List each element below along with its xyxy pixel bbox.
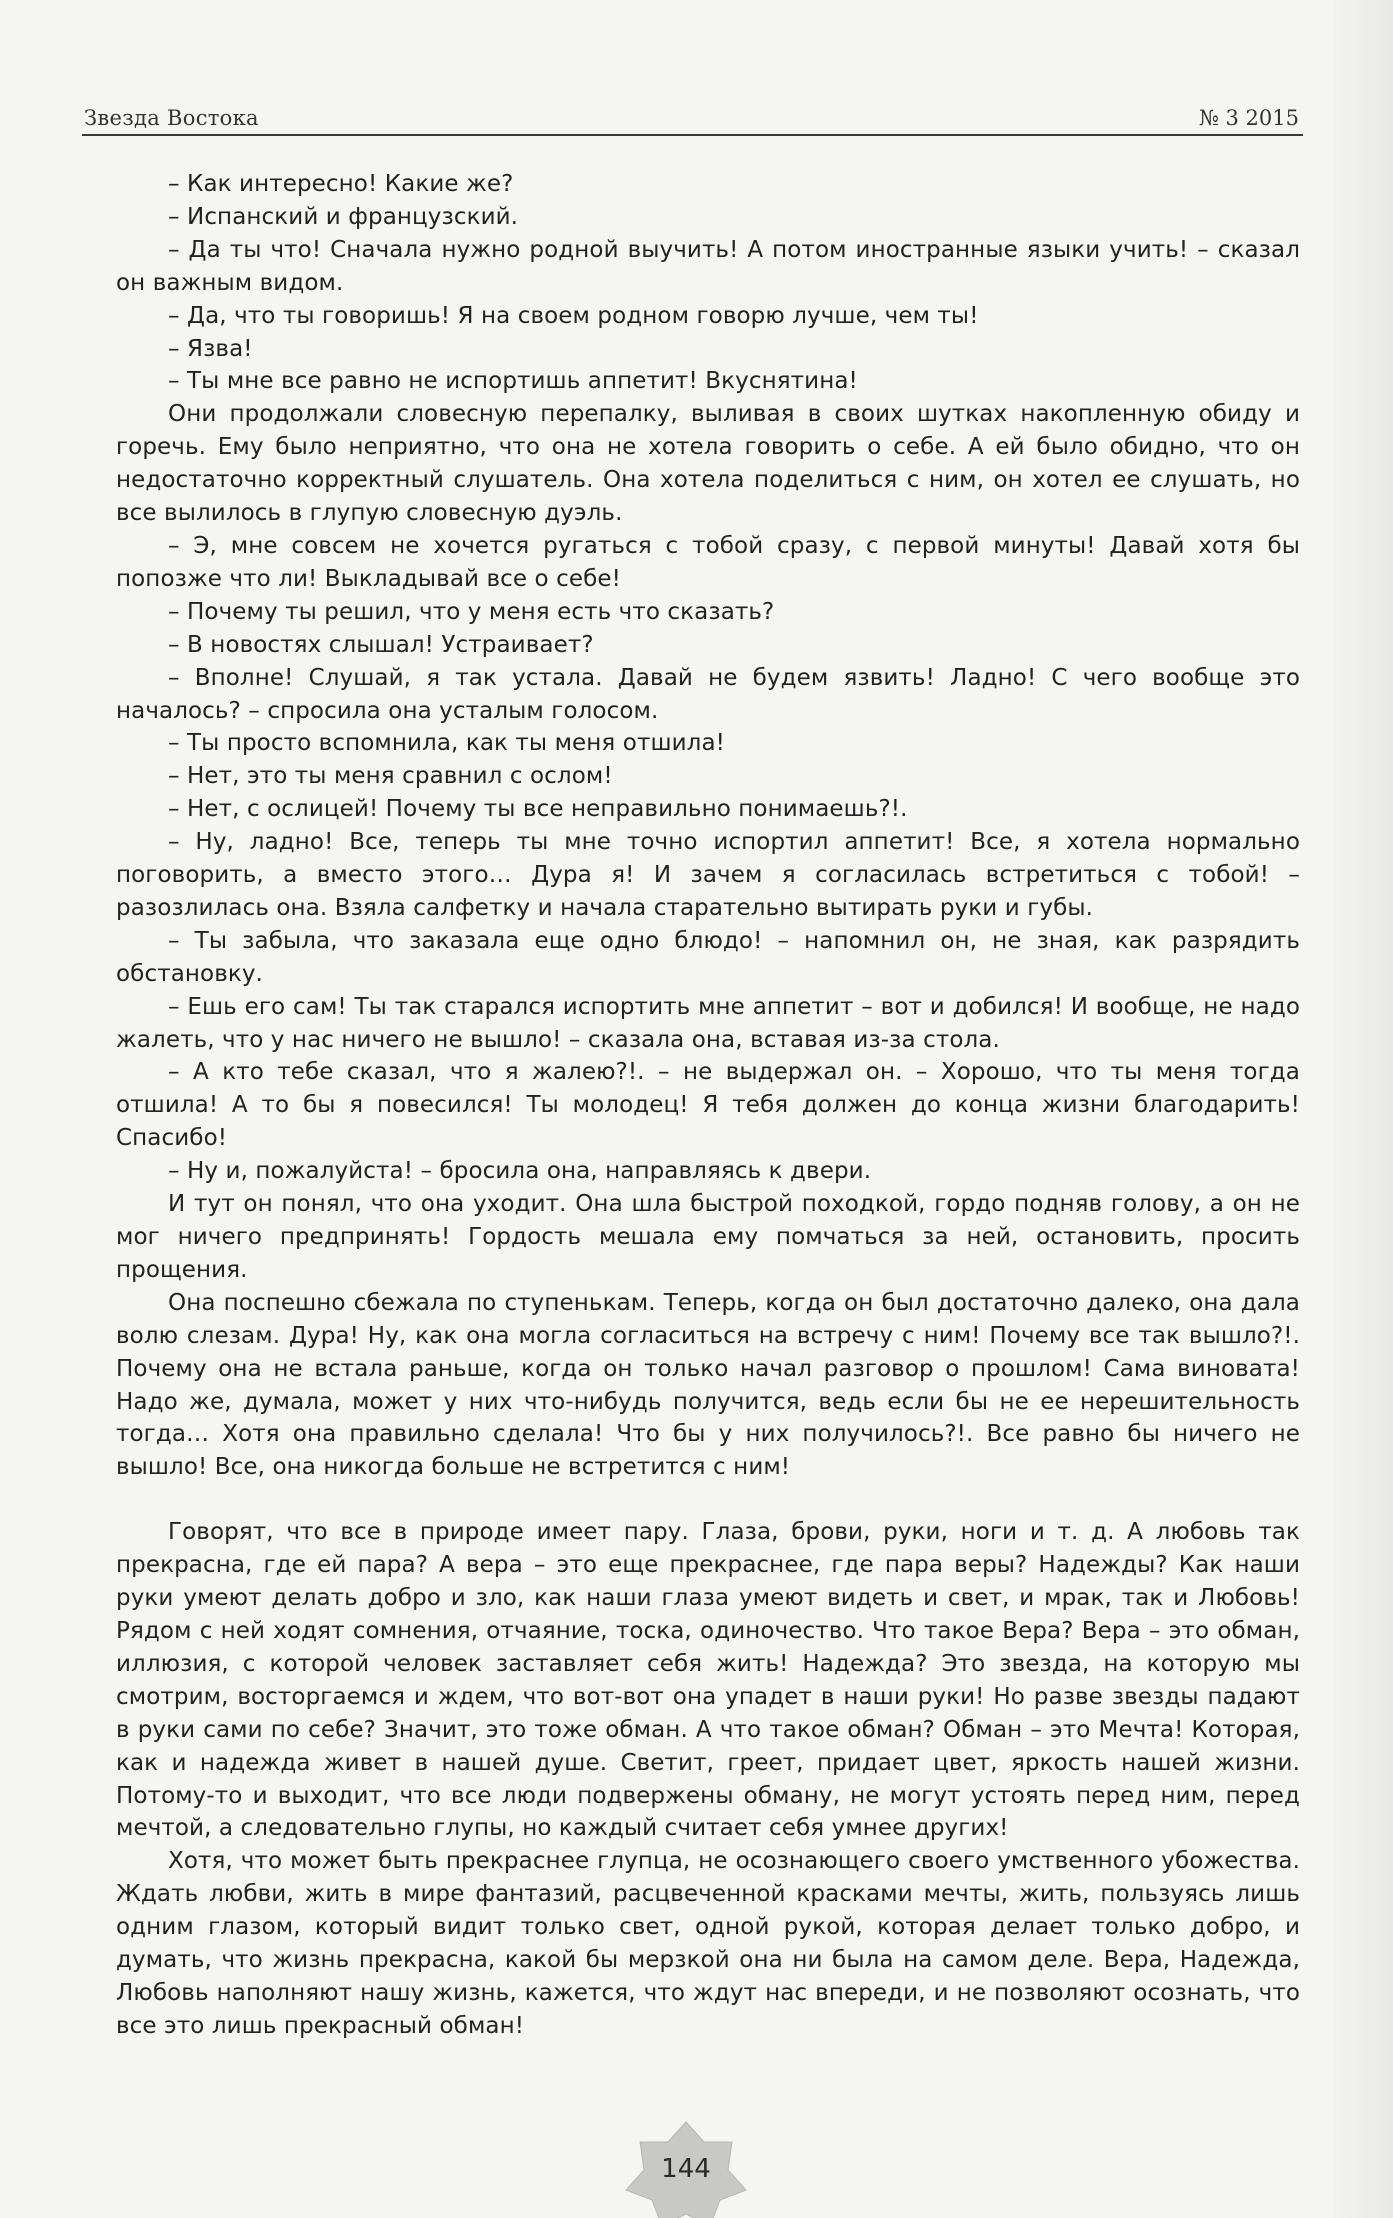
paragraph: И тут он понял, что она уходит. Она шла быстрой походкой, гордо подняв голову, а он не мог ничего предпринять! Гордость мешала ему помчаться за ней, остановить, просить прощения.	[116, 1191, 1300, 1283]
paragraph: – А кто тебе сказал, что я жалею?!. – не выдержал он. – Хорошо, что ты меня тогда отшила! А то бы я повесился! Ты молодец! Я тебя должен до конца жизни благодарить! Спасибо!	[116, 1059, 1300, 1152]
page-number: 144	[661, 2154, 711, 2184]
paragraph: Она поспешно сбежала по ступенькам. Теперь, когда он был достаточно далеко, она дала волю слезам. Дура! Ну, как она могла согласиться на встречу с ним! Почему все так вышло?!. Почему она не встала раньше, когда он только начал разговор о прошлом! Сама виновата! Надо же, думала, может у них что-нибудь получится, ведь если бы не ее нерешительность тогда… Хотя она правильно сделала! Что бы у них получилось?!. Все равно бы ничего не вышло! Все, она никогда больше не встретится с ним!	[116, 1289, 1300, 1481]
issue-number: № 3 2015	[1198, 106, 1299, 130]
paragraph: – Нет, с ослицей! Почему ты все неправильно понимаешь?!.	[168, 796, 908, 823]
paragraph: – Нет, это ты меня сравнил с ослом!	[168, 763, 613, 790]
paragraph: – Испанский и французский.	[168, 203, 519, 230]
paragraph: – Ну, ладно! Все, теперь ты мне точно испортил аппетит! Все, я хотела нормально поговорить, а вместо этого… Дура я! И зачем я согласилась встретиться с тобой! – разозлилась она. Взяла салфетку и начала старательно вытирать руки и губы.	[116, 829, 1300, 921]
article-body	[116, 168, 1300, 2043]
paragraph: – В новостях слышал! Устраивает?	[168, 631, 594, 658]
paragraph: – Э, мне совсем не хочется ругаться с тобой сразу, с первой минуты! Давай хотя бы попозже что ли! Выкладывай все о себе!	[116, 532, 1300, 592]
running-header	[82, 96, 1303, 136]
paragraph: Хотя, что может быть прекраснее глупца, не осознающего своего умственного убожества. Ждать любви, жить в мире фантазий, расцвеченной красками мечты, жить, пользуясь лишь одним глазом, который видит только свет, одной рукой, которая делает только добро, и думать, что жизнь прекрасна, какой бы мерзкой она ни была на самом деле. Вера, Надежда, Любовь наполняют нашу жизнь, кажется, что ждут нас впереди, и не позволяют осознать, что все это лишь прекрасный обман!	[116, 1848, 1300, 2039]
journal-title: Звезда Востока	[84, 106, 259, 130]
paragraph: – Как интересно! Какие же?	[168, 171, 514, 197]
paragraph: – Да, что ты говоришь! Я на своем родном говорю лучше, чем ты!	[168, 302, 979, 329]
paragraph: – Вполне! Слушай, я так устала. Давай не будем язвить! Ладно! С чего вообще это началось? – спросила она усталым голосом.	[116, 664, 1300, 724]
paragraph: – Ты мне все равно не испортишь аппетит! Вкуснятина!	[168, 368, 858, 395]
paragraph: – Почему ты решил, что у меня есть что сказать?	[168, 598, 775, 625]
paragraph: Они продолжали словесную перепалку, выливая в своих шутках накопленную обиду и горечь. Ему было неприятно, что она не хотела говорить о себе. А ей было обидно, что он недостаточно корректный слушатель. Она хотела поделиться с ним, он хотел ее слушать, но все вылилось в глупую словесную дуэль.	[116, 401, 1300, 527]
paragraph: – Да ты что! Сначала нужно родной выучить! А потом иностранные языки учить! – сказал он важным видом.	[116, 236, 1300, 296]
paragraph: – Ну и, пожалуйста! – бросила она, направляясь к двери.	[168, 1158, 872, 1185]
paragraph: – Ешь его сам! Ты так старался испортить мне аппетит – вот и добился! И вообще, не надо жалеть, что у нас ничего не вышло! – сказала она, вставая из-за стола.	[116, 993, 1300, 1053]
paragraph: – Ты просто вспомнила, как ты меня отшила!	[168, 730, 725, 757]
paragraph: – Ты забыла, что заказала еще одно блюдо! – напомнил он, не зная, как разрядить обстановку.	[116, 927, 1300, 987]
paragraph: – Язва!	[168, 335, 253, 362]
section-gap	[116, 1484, 1300, 1516]
page-edge-shadow	[1333, 0, 1393, 2218]
paragraph: Говорят, что все в природе имеет пару. Глаза, брови, руки, ноги и т. д. А любовь так прекрасна, где ей пара? А вера – это еще прекраснее, где пара веры? Надежды? Как наши руки умеют делать добро и зло, как наши глаза умеют видеть и свет, и мрак, так и Любовь! Рядом с ней ходят сомнения, отчаяние, тоска, одиночество. Что такое Вера? Вера – это обман, иллюзия, с которой человек заставляет себя жить! Надежда? Это звезда, на которую мы смотрим, восторгаемся и ждем, что вот-вот она упадет в наши руки! Но разве звезды падают в руки сами по себе? Значит, это тоже обман. А что такое обман? Обман – это Мечта! Которая, как и надежда живет в нашей душе. Светит, греет, придает цвет, яркость нашей жизни. Потому-то и выходит, что все люди подвержены обману, не могут устоять перед ним, перед мечтой, а следовательно глупы, но каждый считает себя умнее других!	[116, 1519, 1300, 1842]
page-number-badge	[624, 2120, 748, 2218]
